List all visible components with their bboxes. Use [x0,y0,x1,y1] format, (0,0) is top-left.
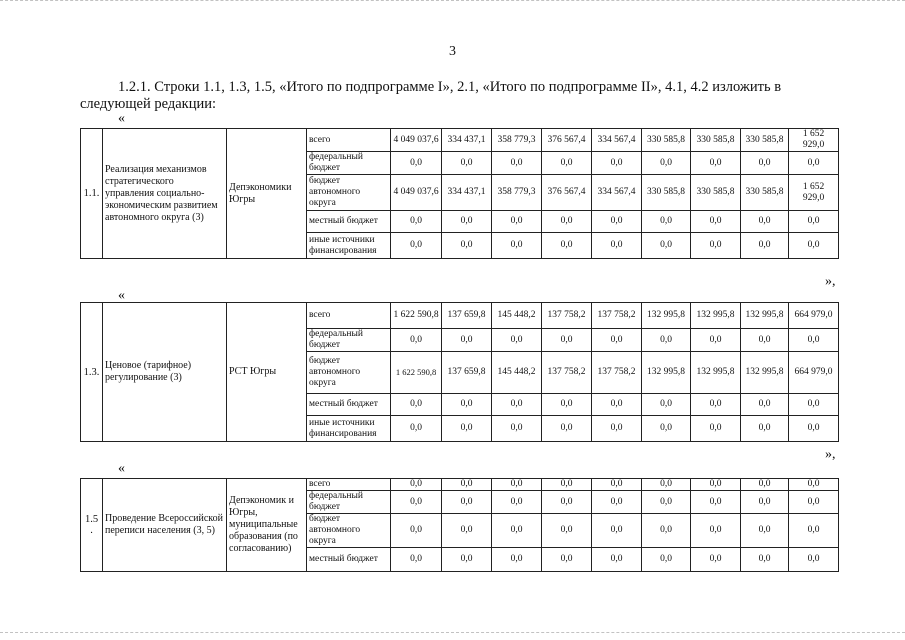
quote-open-2: « [118,288,125,303]
value-cell: 0,0 [492,211,542,233]
value-cell: 0,0 [492,394,542,416]
value-cell: 0,0 [542,491,592,514]
value-cell: 0,0 [691,211,741,233]
program-table-1-5 [80,478,839,572]
value-cell: 0,0 [391,211,442,233]
value-cell: 664 979,0 [789,303,839,329]
value-cell: 0,0 [542,514,592,548]
value-cell: 137 758,2 [542,303,592,329]
value-cell: 376 567,4 [542,175,592,211]
value-cell: 334 437,1 [442,129,492,152]
value-cell: 0,0 [741,514,789,548]
value-cell: 358 779,3 [492,175,542,211]
row-number: 1.1. [81,129,103,259]
value-cell: 1 652 929,0 [789,175,839,211]
value-cell: 0,0 [741,394,789,416]
table-row [81,129,839,152]
funding-source: федеральный бюджет [307,329,391,352]
value-cell: 0,0 [789,548,839,572]
value-cell: 0,0 [442,514,492,548]
value-cell: 0,0 [442,548,492,572]
value-cell: 358 779,3 [492,129,542,152]
value-cell: 0,0 [442,416,492,442]
scan-edge-bottom [0,632,905,636]
value-cell: 0,0 [691,152,741,175]
value-cell: 330 585,8 [741,129,789,152]
value-cell: 0,0 [642,491,691,514]
value-cell: 0,0 [442,152,492,175]
value-cell: 137 758,2 [592,303,642,329]
value-cell: 0,0 [691,491,741,514]
value-cell: 0,0 [492,152,542,175]
value-cell: 0,0 [789,329,839,352]
value-cell: 0,0 [642,416,691,442]
row-number: 1.5 . [81,479,103,572]
value-cell: 4 049 037,6 [391,175,442,211]
quote-open-3: « [118,461,125,476]
value-cell: 330 585,8 [691,129,741,152]
value-cell: 0,0 [442,211,492,233]
value-cell: 664 979,0 [789,352,839,394]
value-cell: 0,0 [391,394,442,416]
value-cell: 132 995,8 [741,303,789,329]
value-cell: 0,0 [492,514,542,548]
value-cell: 0,0 [492,548,542,572]
quote-close-1: », [825,274,836,289]
value-cell: 0,0 [592,152,642,175]
value-cell: 0,0 [492,479,542,491]
value-cell: 0,0 [789,514,839,548]
value-cell: 4 049 037,6 [391,129,442,152]
value-cell: 0,0 [691,233,741,259]
value-cell: 0,0 [592,514,642,548]
program-table-1-1 [80,128,839,259]
value-cell: 0,0 [741,152,789,175]
value-cell: 0,0 [789,233,839,259]
funding-source: федеральный бюджет [307,491,391,514]
value-cell: 0,0 [789,416,839,442]
value-cell: 0,0 [741,479,789,491]
value-cell: 137 758,2 [592,352,642,394]
scan-edge-top [0,0,905,4]
value-cell: 0,0 [542,548,592,572]
value-cell: 0,0 [542,211,592,233]
value-cell: 0,0 [642,548,691,572]
funding-source: федеральный бюджет [307,152,391,175]
program-table-1-3 [80,302,839,442]
value-cell: 376 567,4 [542,129,592,152]
value-cell: 0,0 [642,233,691,259]
intro-line-1: 1.2.1. Строки 1.1, 1.3, 1.5, «Итого по подпрограмме I», 2.1, «Итого по подпрограмме II», 4.1, 4.2 изложить в [118,79,782,95]
value-cell: 1 622 590,8 [391,303,442,329]
funding-source: местный бюджет [307,211,391,233]
value-cell: 0,0 [442,479,492,491]
value-cell: 0,0 [741,548,789,572]
value-cell: 0,0 [642,514,691,548]
value-cell: 0,0 [741,329,789,352]
value-cell: 0,0 [391,491,442,514]
value-cell: 0,0 [542,394,592,416]
value-cell: 132 995,8 [691,352,741,394]
value-cell: 0,0 [391,548,442,572]
value-cell: 0,0 [691,548,741,572]
value-cell: 0,0 [391,479,442,491]
value-cell: 330 585,8 [691,175,741,211]
funding-source: всего [307,129,391,152]
table-row [81,479,839,491]
value-cell: 334 437,1 [442,175,492,211]
value-cell: 0,0 [789,152,839,175]
value-cell: 137 659,8 [442,352,492,394]
value-cell: 0,0 [592,416,642,442]
funding-source: всего [307,479,391,491]
value-cell: 0,0 [592,491,642,514]
value-cell: 0,0 [442,394,492,416]
value-cell: 0,0 [391,152,442,175]
value-cell: 0,0 [741,211,789,233]
value-cell: 145 448,2 [492,303,542,329]
value-cell: 0,0 [492,233,542,259]
funding-source: местный бюджет [307,394,391,416]
value-cell: 132 995,8 [642,352,691,394]
value-cell: 0,0 [741,233,789,259]
intro-paragraph [80,79,840,113]
table-row [81,303,839,329]
value-cell: 0,0 [442,491,492,514]
value-cell: 0,0 [789,211,839,233]
value-cell: 0,0 [789,394,839,416]
value-cell: 0,0 [542,416,592,442]
value-cell: 0,0 [642,211,691,233]
executor: РСТ Югры [227,303,307,442]
value-cell: 0,0 [442,233,492,259]
funding-source: бюджет автономного округа [307,352,391,394]
value-cell: 0,0 [592,548,642,572]
value-cell: 0,0 [691,416,741,442]
value-cell: 0,0 [691,479,741,491]
value-cell: 132 995,8 [691,303,741,329]
value-cell: 0,0 [592,394,642,416]
value-cell: 132 995,8 [642,303,691,329]
value-cell: 0,0 [592,479,642,491]
funding-source: местный бюджет [307,548,391,572]
value-cell: 0,0 [691,329,741,352]
executor: Депэкономик и Югры, муниципальные образования (по согласованию) [227,479,307,572]
value-cell: 0,0 [741,491,789,514]
value-cell: 0,0 [391,329,442,352]
value-cell: 334 567,4 [592,129,642,152]
value-cell: 0,0 [691,394,741,416]
value-cell: 1 652 929,0 [789,129,839,152]
value-cell: 0,0 [492,416,542,442]
value-cell: 0,0 [789,479,839,491]
value-cell: 330 585,8 [642,129,691,152]
funding-source: иные источники финансирования [307,233,391,259]
value-cell: 0,0 [642,394,691,416]
value-cell: 0,0 [542,329,592,352]
value-cell: 0,0 [592,329,642,352]
value-cell: 0,0 [642,329,691,352]
value-cell: 0,0 [789,491,839,514]
value-cell: 0,0 [642,152,691,175]
value-cell: 0,0 [492,329,542,352]
measure-name: Проведение Всероссийской переписи населения (3, 5) [103,479,227,572]
value-cell: 0,0 [691,514,741,548]
funding-source: бюджет автономного округа [307,514,391,548]
measure-name: Ценовое (тарифное) регулирование (3) [103,303,227,442]
funding-source: всего [307,303,391,329]
value-cell: 330 585,8 [642,175,691,211]
value-cell: 0,0 [391,416,442,442]
value-cell: 0,0 [592,211,642,233]
value-cell: 334 567,4 [592,175,642,211]
value-cell: 137 758,2 [542,352,592,394]
quote-open-1: « [118,111,125,126]
value-cell: 137 659,8 [442,303,492,329]
value-cell: 0,0 [442,329,492,352]
value-cell: 0,0 [391,233,442,259]
value-cell: 0,0 [542,233,592,259]
intro-line-2: следующей редакции: [80,96,217,112]
measure-name: Реализация механизмов стратегического управления социально-экономическим развитием автономного округа (3) [103,129,227,259]
value-cell: 0,0 [391,514,442,548]
value-cell: 0,0 [592,233,642,259]
quote-close-2: », [825,447,836,462]
value-cell: 0,0 [642,479,691,491]
value-cell: 132 995,8 [741,352,789,394]
value-cell: 1 622 590,8 [391,352,442,394]
page-number: 3 [449,44,456,59]
executor: Депэкономики Югры [227,129,307,259]
funding-source: иные источники финансирования [307,416,391,442]
value-cell: 145 448,2 [492,352,542,394]
value-cell: 330 585,8 [741,175,789,211]
value-cell: 0,0 [542,479,592,491]
value-cell: 0,0 [492,491,542,514]
funding-source: бюджет автономного округа [307,175,391,211]
value-cell: 0,0 [542,152,592,175]
value-cell: 0,0 [741,416,789,442]
row-number: 1.3. [81,303,103,442]
